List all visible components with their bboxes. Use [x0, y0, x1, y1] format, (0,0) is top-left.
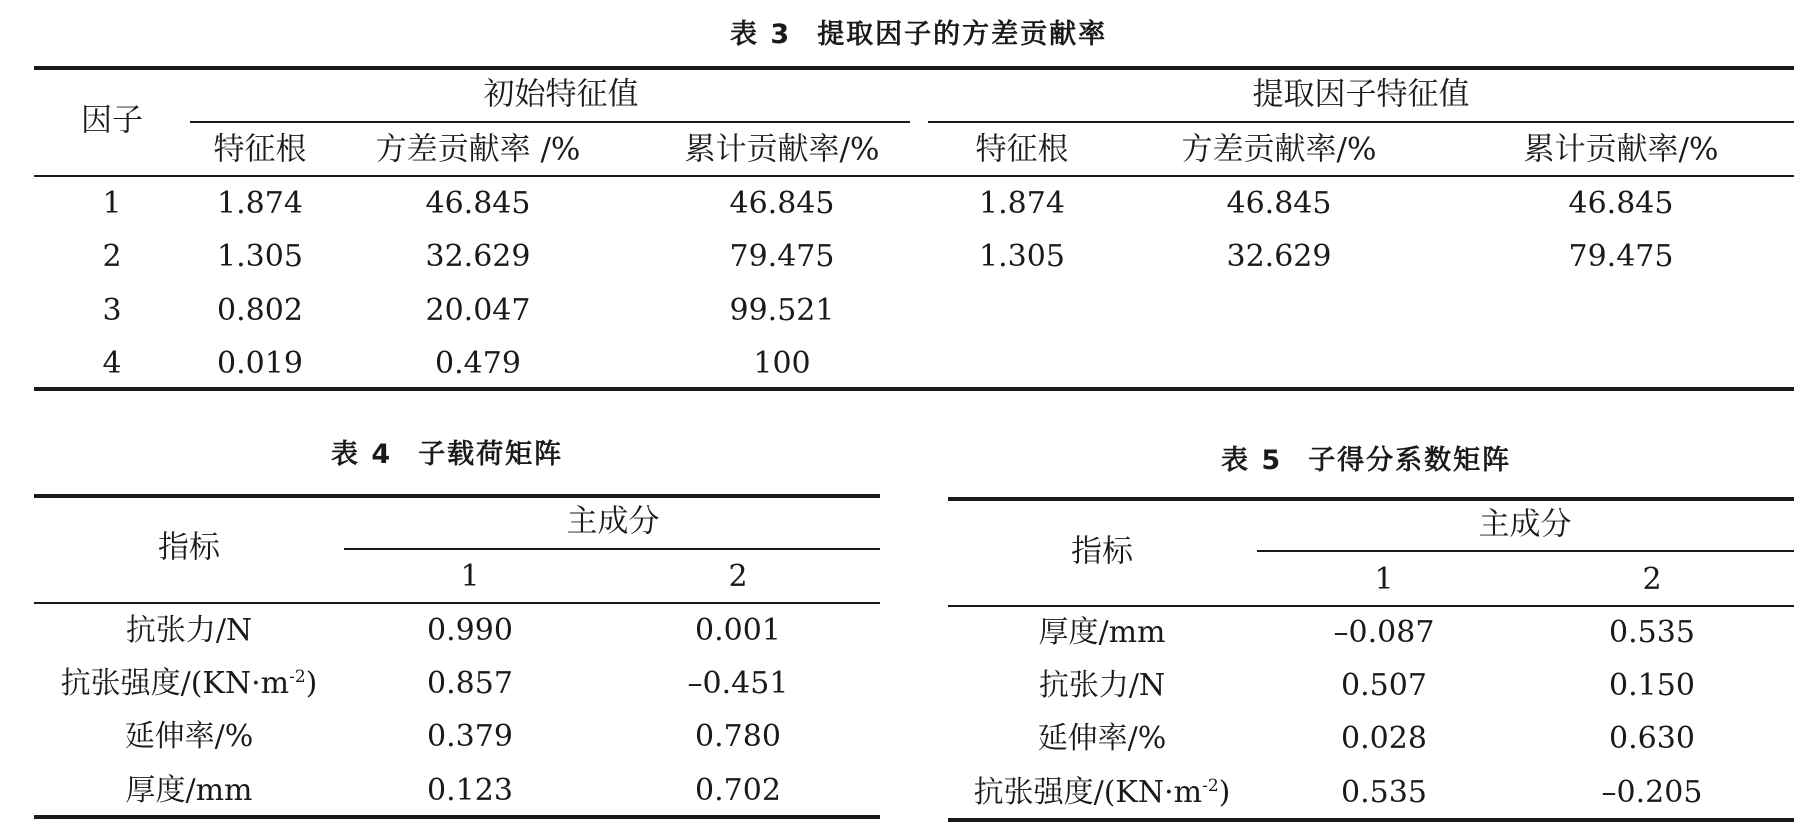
- table3-group-rule-extracted: [928, 121, 1794, 123]
- table5-cell: 0.028: [1341, 721, 1427, 756]
- table5-row-label: 抗张力/N: [1038, 668, 1166, 703]
- table4-group-rule: [344, 548, 880, 550]
- table3-cell: 79.475: [729, 239, 835, 274]
- table3-header-rule: [34, 175, 1794, 177]
- table5-caption-number: 表 5: [1221, 445, 1283, 476]
- table3-cell: 46.845: [425, 186, 531, 221]
- table3-col-header: 累计贡献率/%: [684, 131, 880, 168]
- table4-cell: 0.001: [695, 613, 781, 648]
- table4-caption: [331, 432, 563, 471]
- table5-row-label: 延伸率/%: [1037, 721, 1167, 756]
- table3-cell: 46.845: [1226, 186, 1332, 221]
- table4-top-rule: [34, 494, 880, 498]
- table3-cell: 46.845: [1568, 186, 1674, 221]
- table3-cell: 100: [753, 346, 811, 381]
- table4-cell: 0.123: [427, 773, 513, 808]
- table3-cell: 3: [102, 293, 122, 328]
- table5-cell: 0.630: [1609, 721, 1695, 756]
- table3-col-header: 特征根: [213, 131, 307, 168]
- table5-header-rule: [948, 605, 1794, 607]
- table3-cell: 99.521: [729, 293, 835, 328]
- table4-cell: 0.990: [427, 613, 513, 648]
- table4-col-header: 1: [460, 559, 480, 594]
- table5-cell: 0.150: [1609, 668, 1695, 703]
- table3-col-header: 方差贡献率 /%: [375, 131, 581, 168]
- table4-header-rule: [34, 602, 880, 604]
- table5-cell: 0.535: [1609, 615, 1695, 650]
- table3-caption-number: 表 3: [730, 19, 792, 50]
- table5-top-rule: [948, 497, 1794, 501]
- table3-cell: 32.629: [425, 239, 531, 274]
- table3-col-header: 方差贡献率/%: [1181, 131, 1377, 168]
- table3-cell: 79.475: [1568, 239, 1674, 274]
- table5-header-group: 主成分: [1478, 506, 1572, 543]
- table3-cell: 1.305: [979, 239, 1065, 274]
- table3-cell: 1.874: [979, 186, 1065, 221]
- table3-group-extracted: 提取因子特征值: [1252, 76, 1470, 113]
- table5-col-header: 2: [1642, 562, 1662, 597]
- table4-row-label: 延伸率/%: [124, 719, 254, 754]
- table3-group-rule-initial: [190, 121, 910, 123]
- table5-row-label: 抗张强度$/(KN\cdot m^{-2})$: [973, 775, 1231, 810]
- table3-cell: 20.047: [425, 293, 531, 328]
- table4-caption-title: 子载荷矩阵: [418, 439, 564, 470]
- table3-top-rule: [34, 66, 1794, 70]
- table3-cell: 2: [102, 239, 122, 274]
- table4-cell: 0.857: [427, 666, 513, 701]
- table3-caption: [730, 12, 1107, 51]
- table4-row-label: 抗张强度$/(KN\cdot m^{-2})$: [60, 666, 318, 701]
- table3-col-header: 特征根: [975, 131, 1069, 168]
- table5-cell: –0.205: [1601, 775, 1703, 810]
- table3-cell: 4: [102, 346, 122, 381]
- table3-cell: 0.019: [217, 346, 303, 381]
- table5-cell: 0.535: [1341, 775, 1427, 810]
- table4-cell: –0.451: [687, 666, 789, 701]
- table5-group-rule: [1257, 550, 1794, 552]
- table4-cell: 0.379: [427, 719, 513, 754]
- table3-group-initial: 初始特征值: [483, 76, 639, 113]
- table4-row-label: 厚度/mm: [125, 773, 253, 808]
- table3-cell: 1: [102, 186, 122, 221]
- table4-header-group: 主成分: [566, 503, 660, 540]
- table5-caption: [1221, 438, 1511, 477]
- table4-bottom-rule: [34, 815, 880, 819]
- table3-caption-title: 提取因子的方差贡献率: [817, 19, 1108, 50]
- table4-col-header: 2: [728, 559, 748, 594]
- table4-caption-number: 表 4: [331, 439, 393, 470]
- table5-header-index: 指标: [1071, 533, 1133, 570]
- table3-cell: 0.479: [435, 346, 521, 381]
- table4-cell: 0.702: [695, 773, 781, 808]
- table5-caption-title: 子得分系数矩阵: [1308, 445, 1512, 476]
- table3-bottom-rule: [34, 387, 1794, 391]
- table3-cell: 1.874: [217, 186, 303, 221]
- table4-cell: 0.780: [695, 719, 781, 754]
- table3-cell: 0.802: [217, 293, 303, 328]
- table3-cell: 46.845: [729, 186, 835, 221]
- table5-cell: –0.087: [1333, 615, 1435, 650]
- table3-cell: 1.305: [217, 239, 303, 274]
- table5-col-header: 1: [1374, 562, 1394, 597]
- table5-cell: 0.507: [1341, 668, 1427, 703]
- table3-col-header: 累计贡献率/%: [1523, 131, 1719, 168]
- table5-row-label: 厚度/mm: [1038, 615, 1166, 650]
- table3-cell: 32.629: [1226, 239, 1332, 274]
- table4-row-label: 抗张力/N: [125, 613, 253, 648]
- table5-bottom-rule: [948, 818, 1794, 822]
- table4-header-index: 指标: [158, 529, 220, 566]
- table3-header-factor: 因子: [81, 102, 143, 139]
